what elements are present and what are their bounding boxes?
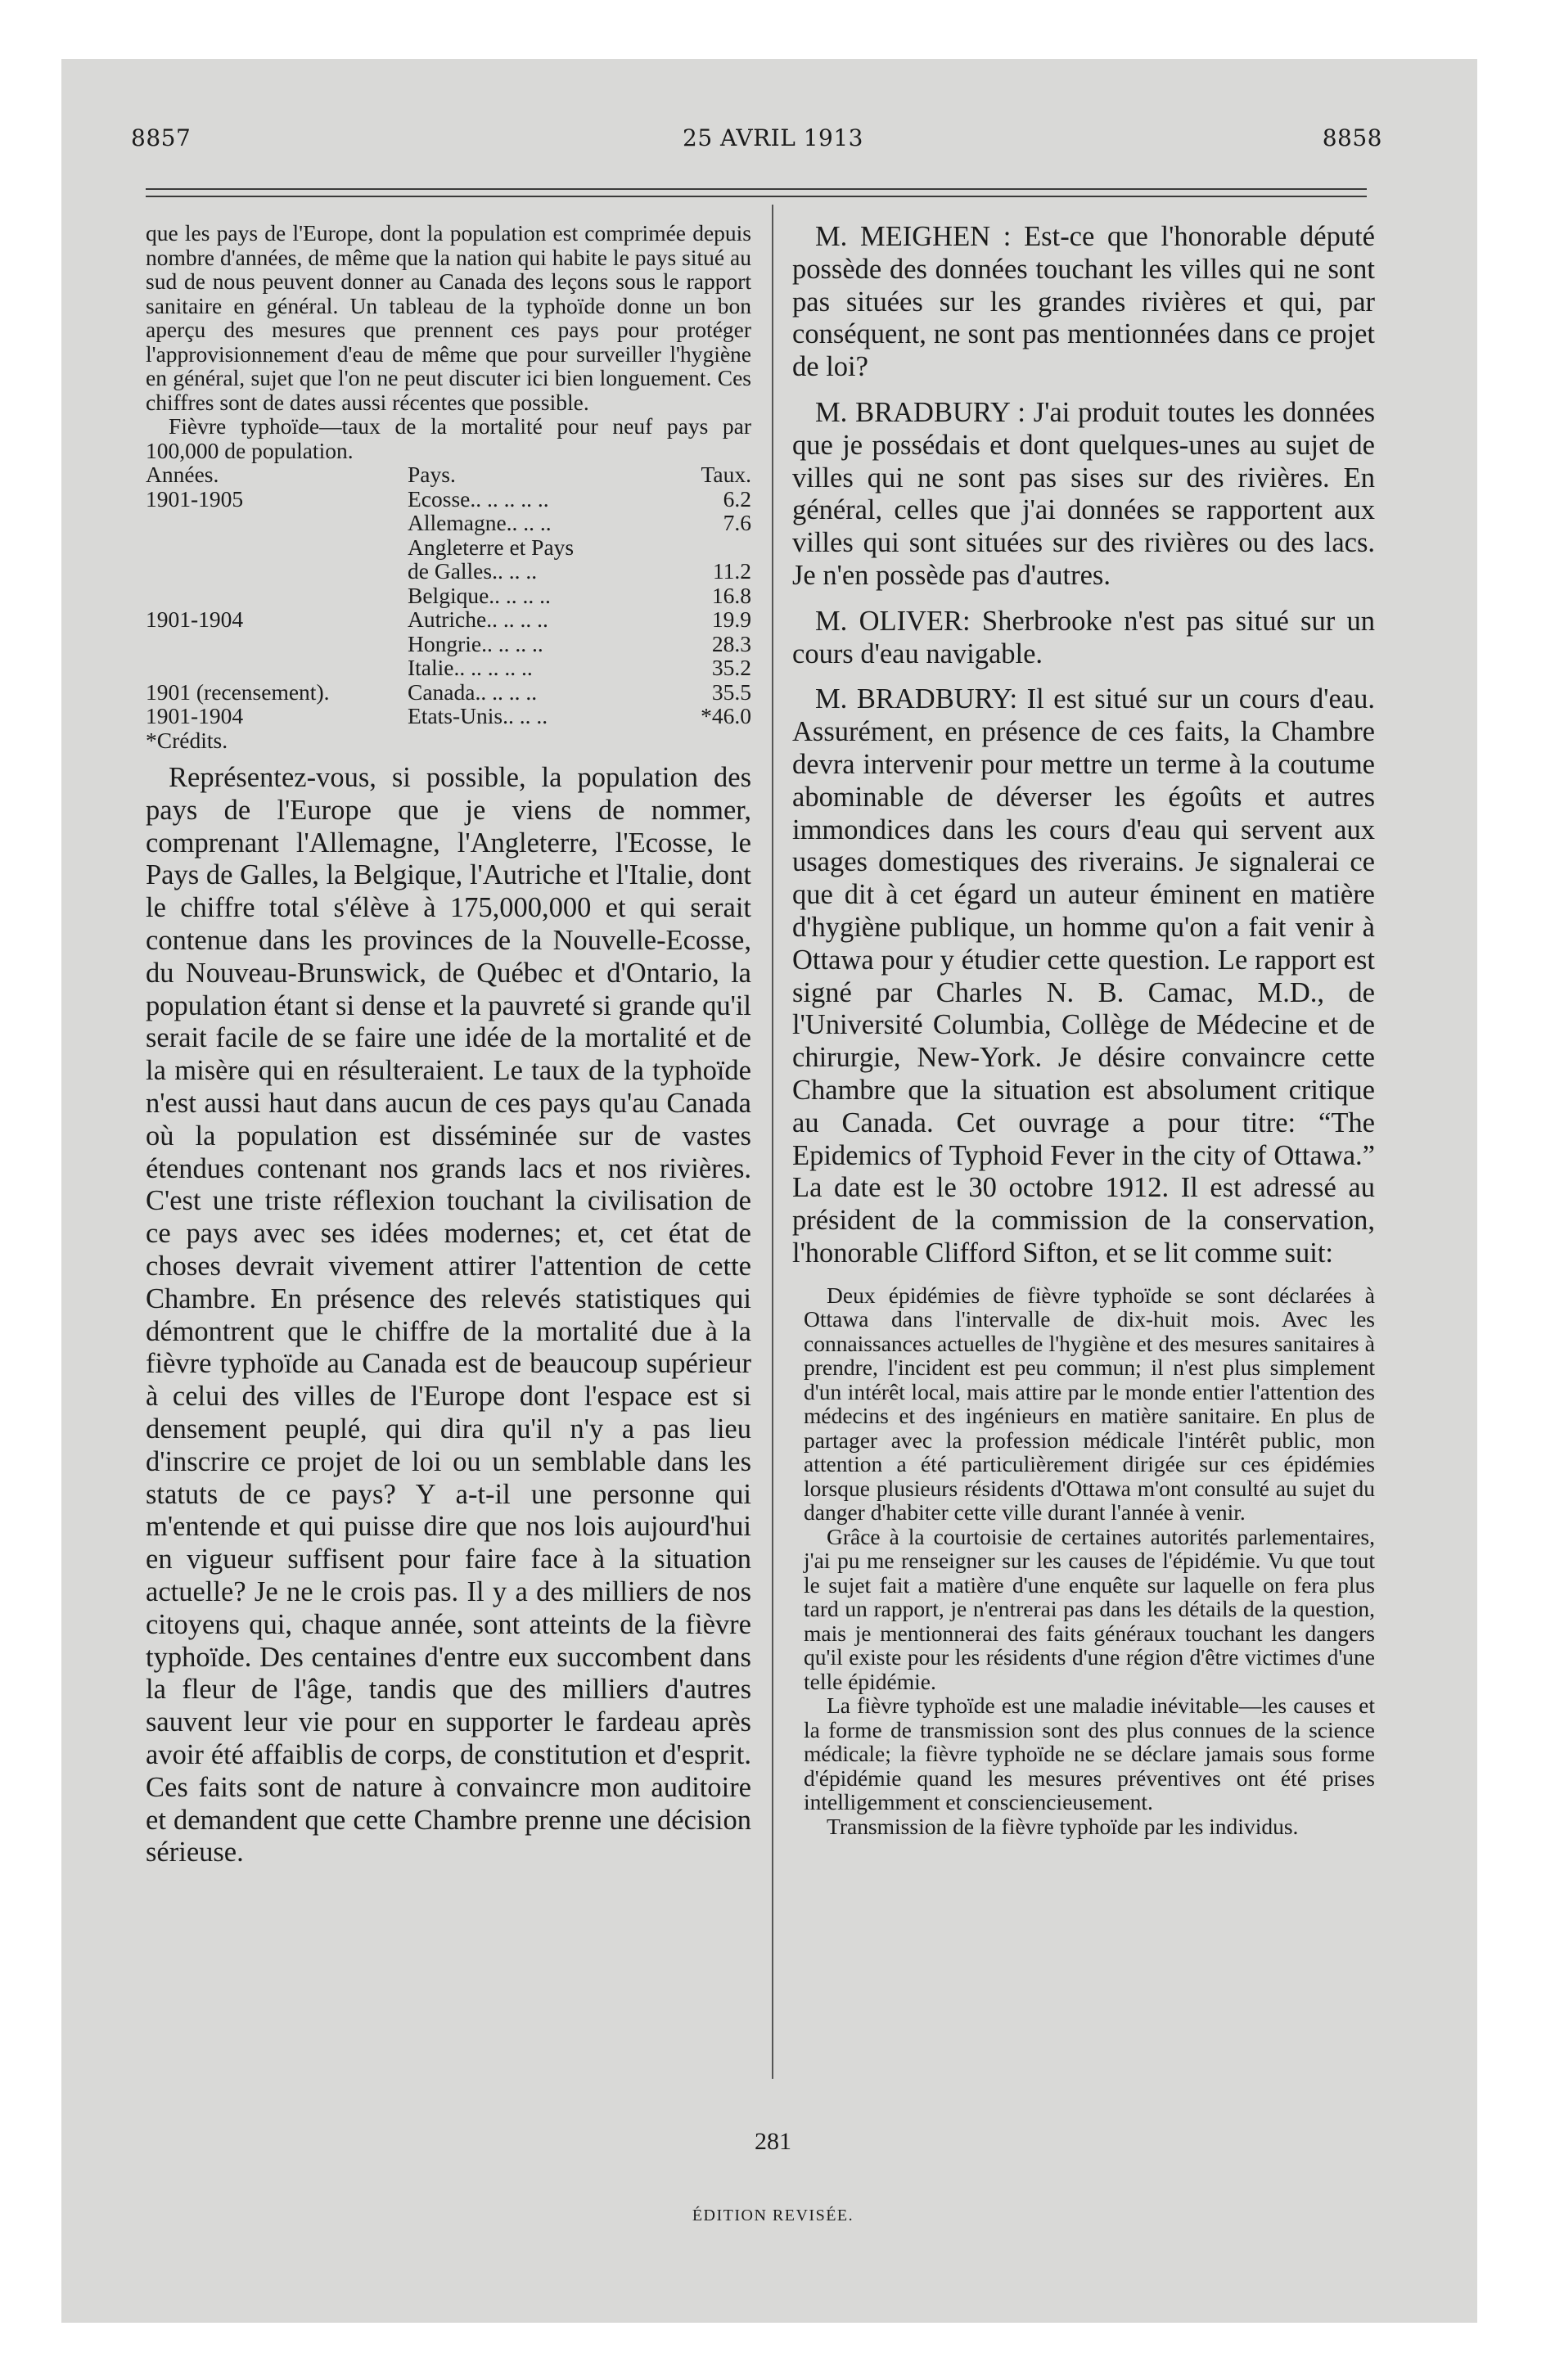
- row-rate: 7.6: [723, 510, 751, 535]
- edition-label: ÉDITION REVISÉE.: [692, 2206, 854, 2224]
- table-head-country: Pays.: [408, 462, 456, 487]
- row-year: [146, 656, 408, 680]
- header-rule-2: [146, 196, 1367, 197]
- row-year: [146, 632, 408, 656]
- table-row: [146, 487, 751, 512]
- header-date: 25 AVRIL 1913: [683, 124, 863, 151]
- left-column: [146, 221, 751, 1869]
- table-row: [146, 632, 751, 656]
- quote-paragraph-1: Deux épidémies de fièvre typhoïde se sont déclarées à Ottawa dans l'intervalle de dix-huit mois. Avec les connaissances actuelles de l'hygiène et des mesures sanitaires à prendre, l'incident est peu commun; il n'est plus simplement d'un intérêt local, mais attire par le monde entier l'attention des médecins et des ingénieurs en matière sanitaire. En plus de partager avec la profession médicale l'intérêt public, mon attention a été particulièrement dirigée sur ces épidémies lorsque plusieurs résidents d'Ottawa m'ont consulté au sujet du danger d'habiter cette ville durant l'année à venir.: [804, 1282, 1375, 1526]
- row-country: de Galles.. .. ..: [408, 558, 538, 584]
- oliver-remark: M. OLIVER: Sherbrooke n'est pas situé sur un cours d'eau navigable.: [792, 605, 1375, 669]
- row-year: [146, 511, 408, 535]
- table-row: [146, 584, 751, 608]
- row-country: Canada.. .. .. ..: [408, 678, 538, 705]
- row-country: Ecosse.. .. .. .. ..: [408, 485, 549, 512]
- left-paragraph-2: Représentez-vous, si possible, la population des pays de l'Europe que je viens de nommer, comprenant l'Allemagne, l'Angleterre, l'Ecosse, le Pays de Galles, la Belgique, l'Autriche et l'Italie, dont le chiffre total s'élève à 175,000,000 et qui serait contenue dans les provinces de la Nouvelle-Ecosse, du Nouveau-Brunswick, de Québec et d'Ontario, la population étant si dense et la pauvreté si grande qu'il serait facile de se faire une idée de la mortalité et de la misère qui en résulteraient. Le taux de la typhoïde n'est aussi haut dans aucun de ces pays qu'au Canada où la population est disséminée sur de vastes étendues contenant nos grands lacs et nos rivières. C'est une triste réflexion touchant la civilisation de ce pays avec ses idées modernes; et, cet état de choses devrait vivement attirer l'attention de cette Chambre. En présence des relevés statistiques qui démontrent que le chiffre de la mortalité due à la fièvre typhoïde au Canada est de beaucoup supérieur à celui des villes de l'Europe dont l'espace est si densement peuplé, qui dira qu'il n'y a pas lieu d'inscrire ce projet de loi ou un semblable dans les statuts de ce pays? Y a-t-il une personne qui m'entende et qui puisse dire que nos lois aujourd'hui en vigueur suffisent pour faire face à la situation actuelle? Je ne le crois pas. Il y a des milliers de nos citoyens qui, chaque année, sont atteints de la fièvre typhoïde. Des centaines d'entre eux succombent dans la fleur de l'âge, tandis que des milliers d'autres sauvent leur vie pour en supporter le fardeau après avoir été affaiblis de corps, de constitution et d'esprit. Ces faits sont de nature à convaincre mon auditoire et demandent que cette Chambre prenne une décision sérieuse.: [146, 762, 751, 1868]
- quote-paragraph-4: Transmission de la fièvre typhoïde par les individus.: [827, 1813, 1299, 1839]
- bradbury-reply-1: M. BRADBURY : J'ai produit toutes les données que je possédais et dont quelques-unes au sujet de villes qui ne sont pas sises sur des rivières. En général, celles que j'ai données se rapportent aux villes qui sont situées sur des rivières ou des lacs. Je n'en possède pas d'autres.: [792, 396, 1375, 591]
- right-page-number: 8858: [1322, 124, 1382, 151]
- table-row: [146, 535, 751, 560]
- row-year: 1901-1904: [146, 703, 244, 728]
- row-year: 1901-1905: [146, 485, 244, 512]
- row-rate: 28.3: [711, 630, 751, 656]
- table-row: [146, 559, 751, 584]
- quote-paragraph-3: La fièvre typhoïde est une maladie inévitable—les causes et la forme de transmission sont des plus connues de la science médicale; la fièvre typhoïde ne se déclare jamais sous forme d'épidémie quand les mesures préventives ont été prises intelligemment et consciencieusement.: [804, 1693, 1375, 1815]
- table-title: Fièvre typhoïde—taux de la mortalité pour neuf pays par 100,000 de population.: [146, 413, 751, 463]
- table-head-years: Années.: [146, 462, 219, 487]
- row-rate: 16.8: [711, 582, 751, 608]
- row-country: Allemagne.. .. ..: [408, 510, 552, 535]
- row-year: [146, 535, 408, 560]
- row-country: Italie.. .. .. .. ..: [408, 655, 533, 680]
- row-year: [146, 559, 408, 584]
- row-country: Autriche.. .. .. ..: [408, 606, 548, 632]
- column-divider: [772, 205, 773, 2079]
- table-row: [146, 607, 751, 632]
- row-rate: 35.2: [711, 655, 751, 680]
- left-paragraph-1: que les pays de l'Europe, dont la population est comprimée depuis nombre d'années, de même que la nation qui habite le pays situé au sud de nous peuvent donner au Canada des leçons sous le rapport sanitaire en général. Un tableau de la typhoïde donne un bon aperçu des mesures que prennent ces pays pour protéger l'approvisionnement d'eau de même que pour surveiller l'hygiène en général, sujet que l'on ne peut discuter ici bien longuement. Ces chiffres sont de dates aussi récentes que possible.: [146, 220, 751, 415]
- table-row: [146, 511, 751, 535]
- row-year: [146, 584, 408, 608]
- table-head-rate: Taux.: [701, 462, 751, 487]
- bradbury-reply-2: M. BRADBURY: Il est situé sur un cours d'eau. Assurément, en présence de ces faits, la Chambre devra intervenir pour mettre un terme à la coutume abominable de déverser les égoûts et autres immondices dans les cours d'eau qui servent aux usages domestiques des riverains. Je signalerai ce que dit à cet égard un auteur éminent en matière d'hygiène publique, un homme qu'on a fait venir à Ottawa pour y étudier cette question. Le rapport est signé par Charles N. B. Camac, M.D., de l'Université Columbia, Collège de Médecine et de chirurgie, New-York. Je désire convaincre cette Chambre que la situation est absolument critique au Canada. Cet ouvrage a pour titre: “The Epidemics of Typhoid Fever in the city of Ottawa.” La date est le 30 octobre 1912. Il est adressé au président de la commission de la conservation, l'honorable Clifford Sifton, et se lit comme suit:: [792, 683, 1375, 1269]
- table-header: [146, 462, 751, 487]
- table-row: [146, 656, 751, 680]
- row-rate: 19.9: [711, 606, 751, 632]
- row-country: Angleterre et Pays: [408, 534, 575, 560]
- row-year: 1901-1904: [146, 606, 244, 632]
- quote-paragraph-2: Grâce à la courtoisie de certaines autorités parlementaires, j'ai pu me renseigner sur les causes de l'épidémie. Vu que tout le sujet fait a matière d'une enquête sur laquelle on fera plus tard un rapport, je n'entrerai pas dans les détails de la question, mais je mentionnerai des faits généraux touchant les dangers qu'il existe pour les résidents d'une région d'être victimes d'une telle épidémie.: [804, 1523, 1375, 1694]
- row-country: Belgique.. .. .. ..: [408, 582, 551, 608]
- row-rate: 35.5: [711, 678, 751, 705]
- row-year: 1901 (recensement).: [146, 678, 330, 705]
- row-country: Hongrie.. .. .. ..: [408, 630, 543, 656]
- row-rate: 6.2: [723, 485, 751, 512]
- table-footnote: *Crédits.: [146, 727, 228, 753]
- header-rule: [146, 188, 1367, 190]
- page-number: 281: [755, 2128, 791, 2155]
- table-row: [146, 680, 751, 705]
- mortality-table: [146, 462, 751, 752]
- row-rate: [684, 535, 751, 560]
- left-page-number: 8857: [131, 124, 192, 151]
- meighen-question: M. MEIGHEN : Est-ce que l'honorable député possède des données touchant les villes qui ne sont pas situées sur les grandes rivières et qui, par conséquent, ne sont pas mentionnées dans ce projet de loi?: [792, 221, 1375, 383]
- table-row: [146, 704, 751, 728]
- row-country: Etats-Unis.. .. ..: [408, 703, 548, 728]
- row-rate: *46.0: [701, 703, 751, 728]
- right-column: [792, 221, 1375, 1838]
- row-rate: 11.2: [712, 558, 751, 584]
